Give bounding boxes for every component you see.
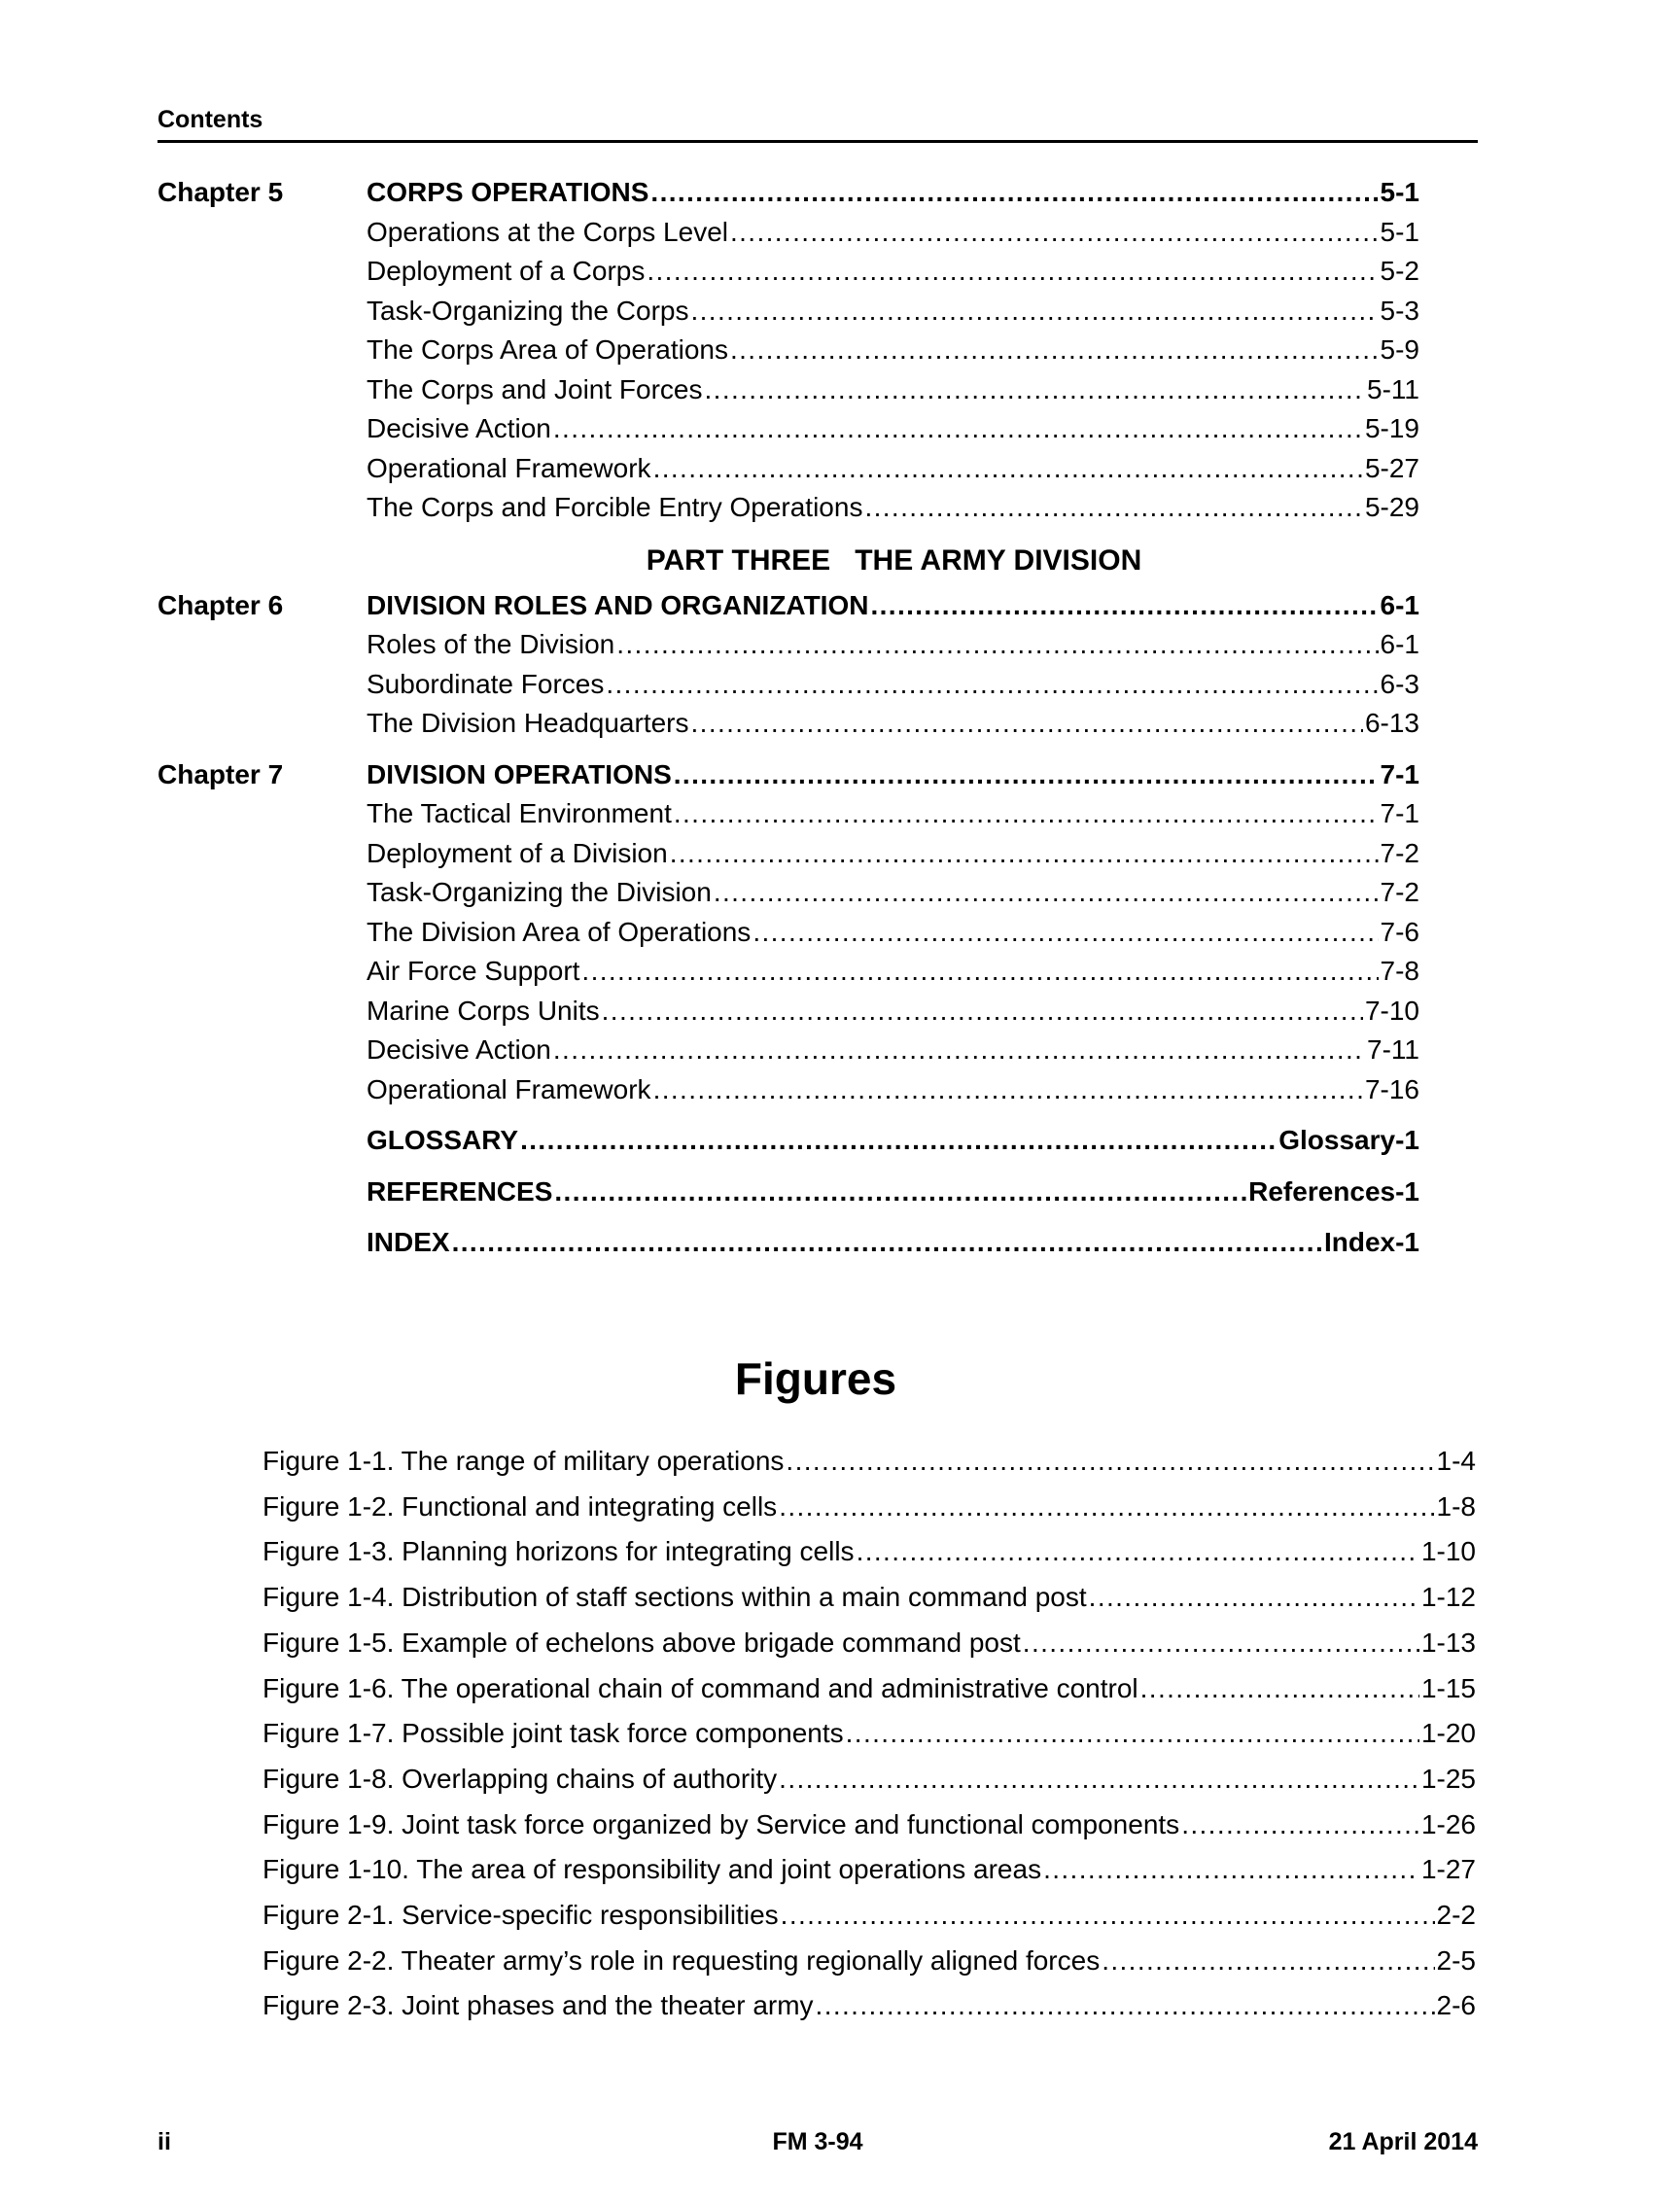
section-entry[interactable] — [367, 449, 1419, 489]
entry-title: GLOSSARY — [367, 1125, 519, 1155]
entry-page-number: 7-8 — [1380, 956, 1419, 986]
entry-title: Operational Framework — [367, 1073, 651, 1104]
dot-leader — [846, 1711, 1419, 1757]
dot-leader — [650, 173, 1378, 213]
dot-leader — [705, 370, 1366, 410]
entry-title: INDEX — [367, 1227, 450, 1257]
entry-title: Roles of the Division — [367, 629, 615, 659]
part-number: PART THREE — [646, 543, 831, 577]
dot-leader — [1140, 1666, 1419, 1712]
entry-page-number: 1-12 — [1420, 1582, 1476, 1613]
entry-page-number: 5-19 — [1364, 413, 1419, 443]
section-entry[interactable] — [367, 834, 1419, 874]
entry-title: Air Force Support — [367, 956, 580, 986]
toc-chapter — [158, 173, 1419, 528]
dot-leader — [1023, 1621, 1419, 1666]
section-entry[interactable] — [367, 913, 1419, 953]
entry-title: Figure 2-2. Theater army’s role in requesting regionally aligned forces — [262, 1944, 1101, 1976]
dot-leader — [779, 1485, 1434, 1530]
dot-leader — [647, 252, 1378, 292]
figure-entry[interactable] — [262, 1757, 1476, 1802]
entry-page-number: 1-25 — [1420, 1763, 1476, 1794]
back-matter-entry[interactable] — [367, 1121, 1419, 1161]
entry-title: Figure 2-1. Service-specific responsibilities — [262, 1900, 779, 1931]
figure-entry[interactable] — [262, 1711, 1476, 1757]
dot-leader — [730, 213, 1379, 253]
entry-title: Decisive Action — [367, 413, 551, 443]
entry-title: REFERENCES — [367, 1175, 553, 1207]
entry-title: DIVISION OPERATIONS — [367, 758, 672, 789]
part-title — [158, 542, 1419, 580]
figure-entry[interactable] — [262, 1983, 1476, 2029]
chapter-label: Chapter 6 — [158, 589, 284, 620]
chapter-title-entry[interactable] — [367, 173, 1419, 213]
entry-title: Deployment of a Corps — [367, 256, 646, 286]
entry-page-number: 1-27 — [1420, 1854, 1476, 1885]
toc-part-three-section — [158, 586, 1419, 1110]
entry-page-number: 7-16 — [1364, 1073, 1419, 1104]
entry-page-number: 6-1 — [1380, 629, 1419, 659]
dot-leader — [779, 1757, 1419, 1802]
entry-title: Figure 1-5. Example of echelons above brigade command post — [262, 1627, 1021, 1658]
section-entry[interactable] — [367, 488, 1419, 528]
section-entry[interactable] — [367, 704, 1419, 744]
dot-leader — [1181, 1802, 1419, 1848]
dot-leader — [616, 625, 1378, 665]
dot-leader — [581, 952, 1378, 992]
entry-title: Figure 1-6. The operational chain of command and administrative control — [262, 1672, 1138, 1703]
entry-page-number: 5-29 — [1364, 492, 1419, 522]
entry-title: The Corps and Forcible Entry Operations — [367, 492, 863, 522]
dot-leader — [781, 1893, 1435, 1939]
entry-page-number: 6-13 — [1364, 708, 1419, 738]
entry-title: DIVISION ROLES AND ORGANIZATION — [367, 589, 869, 620]
dot-leader — [1043, 1847, 1419, 1893]
dot-leader — [674, 755, 1379, 795]
entry-page-number: 7-6 — [1380, 916, 1419, 947]
entry-page-number: 5-27 — [1364, 452, 1419, 483]
entry-title: Figure 2-3. Joint phases and the theater army — [262, 1990, 814, 2021]
footer-publication: FM 3-94 — [772, 2128, 863, 2155]
section-entry[interactable] — [367, 794, 1419, 834]
footer-page-number: ii — [158, 2128, 171, 2155]
entry-page-number: 5-1 — [1380, 177, 1419, 207]
entry-page-number: 7-10 — [1364, 995, 1419, 1026]
entry-page-number: 6-3 — [1380, 668, 1419, 699]
entry-page-number: 1-4 — [1436, 1446, 1476, 1476]
dot-leader — [602, 992, 1363, 1032]
footer-date: 21 April 2014 — [1328, 2128, 1478, 2155]
entry-title: The Corps and Joint Forces — [367, 373, 703, 404]
entry-title: Figure 1-8. Overlapping chains of authority — [262, 1763, 778, 1794]
entry-page-number: 6-1 — [1380, 589, 1419, 620]
dot-leader — [452, 1223, 1322, 1263]
entry-title: Figure 1-3. Planning horizons for integrating cells — [262, 1536, 855, 1567]
chapter-label: Chapter 7 — [158, 758, 284, 789]
back-matter-entry[interactable] — [367, 1172, 1419, 1212]
entry-title: The Division Headquarters — [367, 708, 689, 738]
section-entry[interactable] — [367, 625, 1419, 665]
entry-title: The Tactical Environment — [367, 798, 672, 828]
entry-page-number: 2-6 — [1436, 1990, 1476, 2021]
entry-page-number: 1-8 — [1436, 1490, 1476, 1522]
entry-page-number: 7-2 — [1380, 837, 1419, 868]
figure-entry[interactable] — [262, 1485, 1476, 1530]
section-entry[interactable] — [367, 952, 1419, 992]
entry-page-number: 1-15 — [1420, 1672, 1476, 1703]
entry-page-number: 5-11 — [1367, 373, 1419, 404]
table-of-contents — [158, 173, 1419, 1275]
dot-leader — [553, 409, 1363, 449]
section-entry[interactable] — [367, 873, 1419, 913]
figure-entry[interactable] — [262, 1802, 1476, 1848]
entry-page-number: References-1 — [1248, 1175, 1419, 1207]
section-entry[interactable] — [367, 409, 1419, 449]
entry-page-number: 7-11 — [1367, 1034, 1419, 1065]
section-entry[interactable] — [367, 252, 1419, 292]
chapter-label: Chapter 5 — [158, 177, 284, 207]
entry-page-number: 1-26 — [1420, 1808, 1476, 1839]
dot-leader — [870, 586, 1378, 626]
figures-heading: Figures — [734, 1353, 897, 1404]
dot-leader — [816, 1983, 1435, 2029]
entry-title: Figure 1-2. Functional and integrating cells — [262, 1490, 778, 1522]
entry-page-number: 5-3 — [1380, 295, 1419, 326]
chapter-entries — [367, 755, 1419, 1110]
section-entry[interactable] — [367, 665, 1419, 705]
dot-leader — [606, 665, 1378, 705]
entry-page-number: 5-9 — [1380, 334, 1419, 365]
entry-title: Operational Framework — [367, 452, 651, 483]
dot-leader — [690, 292, 1378, 332]
part-name: THE ARMY DIVISION — [855, 543, 1142, 577]
entry-title: Decisive Action — [367, 1034, 551, 1065]
figures-list — [262, 1439, 1476, 2029]
dot-leader — [864, 488, 1363, 528]
dot-leader — [674, 794, 1379, 834]
dot-leader — [730, 331, 1379, 370]
section-entry[interactable] — [367, 213, 1419, 253]
entry-title: Deployment of a Division — [367, 837, 668, 868]
dot-leader — [520, 1121, 1277, 1161]
section-entry[interactable] — [367, 331, 1419, 370]
dot-leader — [653, 449, 1363, 489]
toc-chapter — [158, 586, 1419, 744]
dot-leader — [786, 1439, 1434, 1485]
dot-leader — [752, 913, 1378, 953]
dot-leader — [714, 873, 1379, 913]
entry-page-number: 1-20 — [1420, 1718, 1476, 1749]
figure-entry[interactable] — [262, 1666, 1476, 1712]
chapter-title-entry[interactable] — [367, 755, 1419, 795]
entry-page-number: 5-2 — [1380, 256, 1419, 286]
dot-leader — [554, 1172, 1246, 1212]
entry-title: Figure 1-1. The range of military operations — [262, 1446, 785, 1476]
entry-page-number: 2-2 — [1436, 1900, 1476, 1931]
section-entry[interactable] — [367, 1031, 1419, 1070]
entry-title: Figure 1-4. Distribution of staff sections within a main command post — [262, 1582, 1087, 1613]
page-footer — [158, 2127, 1478, 2156]
entry-title: Task-Organizing the Division — [367, 877, 712, 907]
entry-title: Figure 1-9. Joint task force organized by Service and functional components — [262, 1808, 1180, 1839]
dot-leader — [1102, 1939, 1434, 1984]
entry-page-number: 2-5 — [1436, 1944, 1476, 1976]
figure-entry[interactable] — [262, 1575, 1476, 1621]
entry-title: The Corps Area of Operations — [367, 334, 728, 365]
entry-page-number: 1-13 — [1420, 1627, 1476, 1658]
running-head: Contents — [158, 105, 1478, 143]
section-entry[interactable] — [367, 370, 1419, 410]
entry-page-number: 7-1 — [1380, 758, 1419, 789]
entry-title: Operations at the Corps Level — [367, 216, 728, 247]
dot-leader — [653, 1070, 1363, 1110]
entry-title: Figure 1-7. Possible joint task force components — [262, 1718, 844, 1749]
figure-entry[interactable] — [262, 1529, 1476, 1575]
entry-page-number: Glossary-1 — [1278, 1125, 1419, 1155]
entry-page-number: 5-1 — [1380, 216, 1419, 247]
figure-entry[interactable] — [262, 1621, 1476, 1666]
entry-title: CORPS OPERATIONS — [367, 177, 649, 207]
entry-page-number: 7-2 — [1380, 877, 1419, 907]
toc-part-two-section — [158, 173, 1419, 528]
figure-entry[interactable] — [262, 1939, 1476, 1984]
chapter-entries — [367, 586, 1419, 744]
chapter-title-entry[interactable] — [367, 586, 1419, 626]
dot-leader — [857, 1529, 1419, 1575]
entry-title: The Division Area of Operations — [367, 916, 752, 947]
entry-page-number: 7-1 — [1380, 798, 1419, 828]
figure-entry[interactable] — [262, 1847, 1476, 1893]
entry-title: Figure 1-10. The area of responsibility and joint operations areas — [262, 1854, 1042, 1885]
dot-leader — [553, 1031, 1365, 1070]
back-matter-list — [367, 1121, 1419, 1263]
dot-leader — [1089, 1575, 1419, 1621]
back-matter-entry[interactable] — [367, 1223, 1419, 1263]
chapter-entries — [367, 173, 1419, 528]
toc-chapter — [158, 755, 1419, 1110]
entry-page-number: Index-1 — [1323, 1227, 1419, 1257]
section-entry[interactable] — [367, 992, 1419, 1032]
section-entry[interactable] — [367, 1070, 1419, 1110]
entry-page-number: 1-10 — [1420, 1536, 1476, 1567]
dot-leader — [670, 834, 1379, 874]
figure-entry[interactable] — [262, 1893, 1476, 1939]
entry-title: Marine Corps Units — [367, 995, 600, 1026]
entry-title: Task-Organizing the Corps — [367, 295, 689, 326]
dot-leader — [691, 704, 1363, 744]
entry-title: Subordinate Forces — [367, 668, 605, 699]
figure-entry[interactable] — [262, 1439, 1476, 1485]
section-entry[interactable] — [367, 292, 1419, 332]
